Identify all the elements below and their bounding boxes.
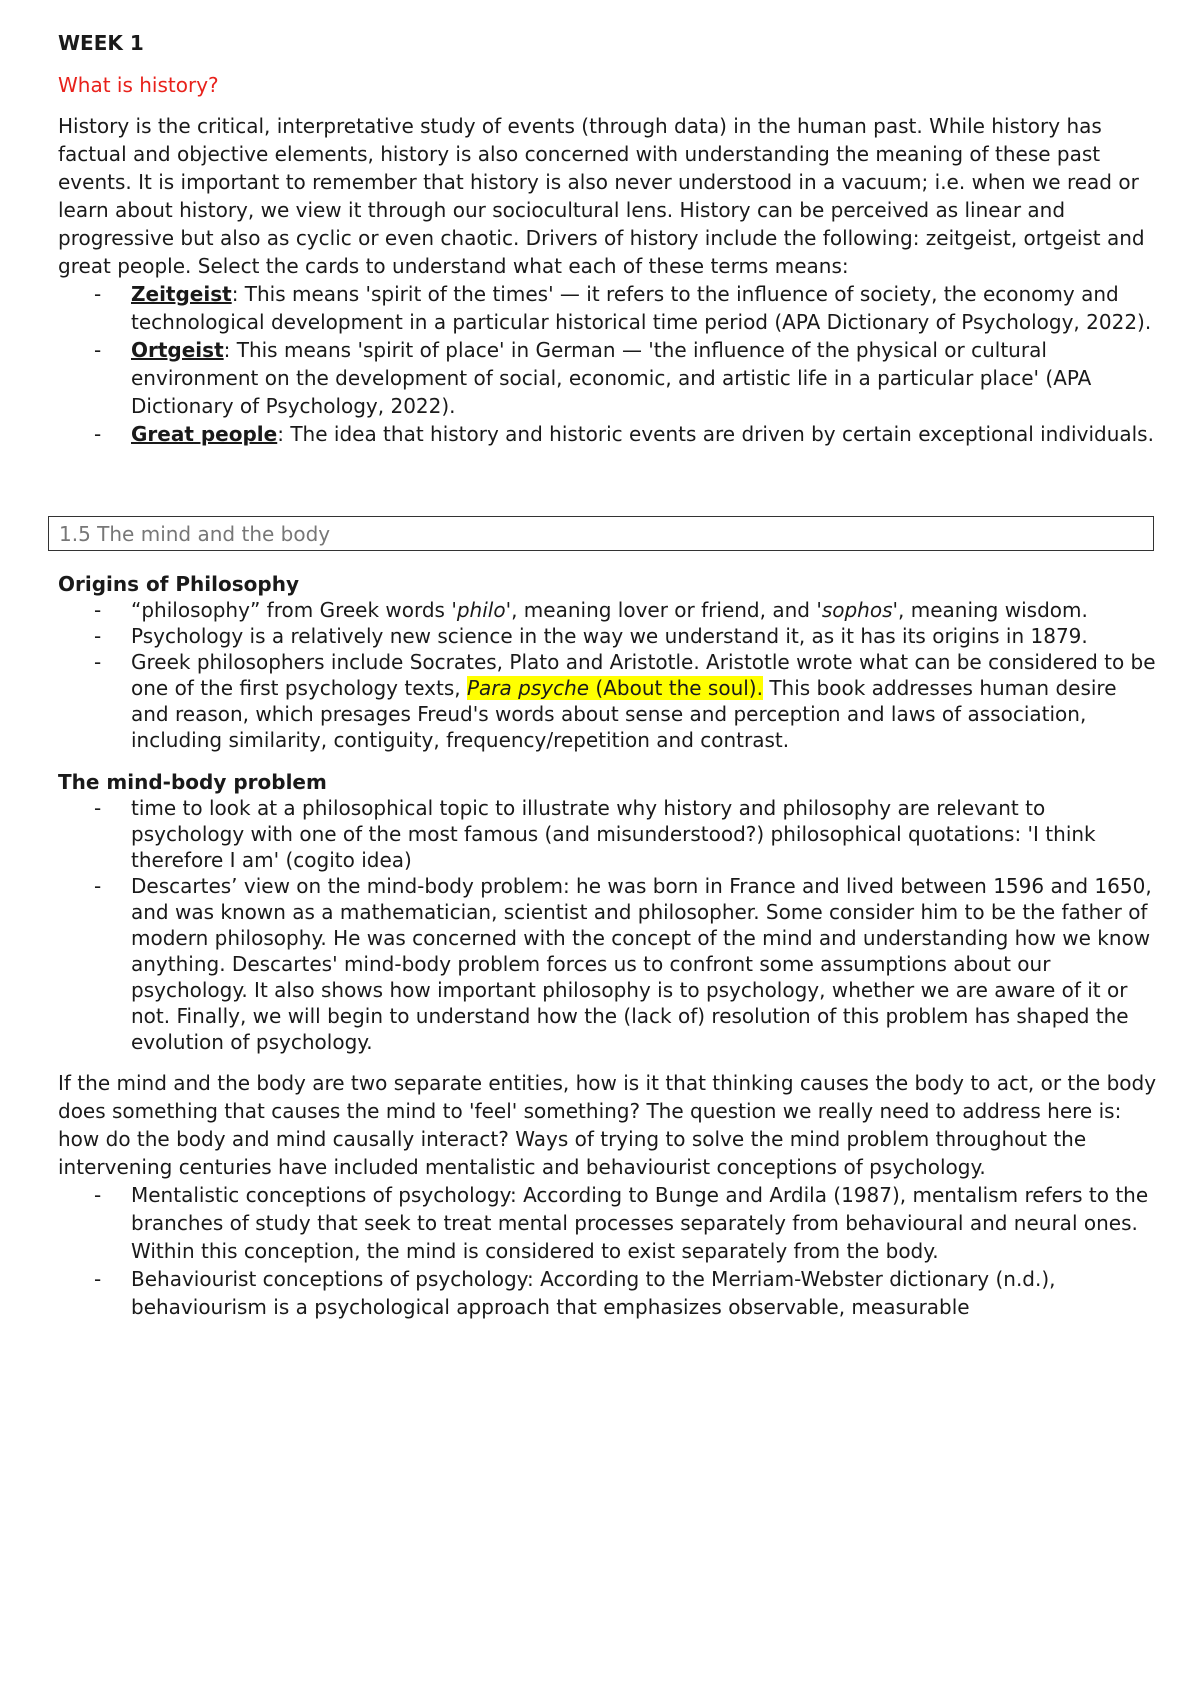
dash-bullet: - [94,796,102,820]
list-item [58,623,1158,649]
title-rest: (About the soul). [589,676,763,700]
list-item [58,649,1158,753]
term-definition: : The idea that history and historic events are driven by certain exceptional individuals. [277,422,1154,446]
text-run: Descartes’ view on the mind-body problem: he was born in France and lived between 1596 and 1650, and was known as a mathematician, scientist and philosopher. Some consider him to be the father of modern philosophy. He was concerned with the concept of the mind and understanding how we know anything. Descartes' mind-body problem forces us to confront some assumptions about our psychology. It also shows how important philosophy is to psychology, whether we are aware of it or not. Finally, we will begin to understand how the (lack of) resolution of this problem has shaped the evolution of psychology. [131,874,1152,1054]
list-item [58,1265,1158,1321]
term-label: Zeitgeist [131,282,232,306]
dash-bullet: - [94,1267,102,1291]
dash-bullet: - [94,422,102,446]
text-run: ', meaning wisdom. [892,598,1088,622]
conceptions-list [58,1181,1158,1321]
term-label: Ortgeist [131,338,224,362]
intro-paragraph: History is the critical, interpretative study of events (through data) in the human past. While history has factual and objective elements, history is also concerned with understanding the meaning of these past events. It is important to remember that history is also never understood in a vacuum; i.e. when we read or learn about history, we view it through our sociocultural lens. History can be perceived as linear and progressive but also as cyclic or even chaotic. Drivers of history include the following: zeitgeist, ortgeist and great people. Select the cards to understand what each of these terms means: [58,114,1145,278]
dash-bullet: - [94,624,102,648]
dash-bullet: - [94,650,102,674]
highlighted-title [467,676,763,700]
dash-bullet: - [94,282,102,306]
italic-word: sophos [821,598,893,622]
list-item [58,597,1158,623]
term-definition: : This means 'spirit of place' in German — 'the influence of the physical or cultural environment on the development of social, economic, and artistic life in a particular place' (APA Dictionary of Psychology, 2022). [131,338,1092,418]
section-title-box: 1.5 The mind and the body [48,516,1154,551]
dash-bullet: - [94,338,102,362]
list-item [58,795,1158,873]
dash-bullet: - [94,874,102,898]
text-run: This book addresses human desire and reason, which presages Freud's words about sense and perception and laws of association, including similarity, contiguity, frequency/repetition and contrast. [131,676,1117,752]
origins-list [58,597,1158,753]
italic-word: philo [456,598,506,622]
terms-list [58,280,1158,448]
question-paragraph: If the mind and the body are two separate entities, how is it that thinking causes the body to act, or the body does something that causes the mind to 'feel' something? The question we really need to address here is: how do the body and mind causally interact? Ways of trying to solve the mind problem throughout the intervening centuries have included mentalistic and behaviourist conceptions of psychology. [58,1071,1157,1179]
list-item [58,1181,1158,1265]
text-run: Mentalistic conceptions of psychology: According to Bunge and Ardila (1987), mentalism refers to the branches of study that seek to treat mental processes separately from behavioural and neural ones. Within this conception, the mind is considered to exist separately from the body. [131,1183,1149,1263]
document-page [58,30,1158,1321]
italic-title: Para psyche [466,676,590,700]
term-definition: : This means 'spirit of the times' — it refers to the influence of society, the economy and technological development in a particular historical time period (APA Dictionary of Psychology, 2022). [131,282,1152,334]
history-heading: What is history? [58,73,219,97]
term-label: Great people [131,422,278,446]
text-run: Behaviourist conceptions of psychology: According to the Merriam-Webster dictionary (n.d.), behaviourism is a psychological approach that emphasizes observable, measurable [131,1267,1056,1319]
text-run: “philosophy” from Greek words ' [131,598,457,622]
mindbody-heading: The mind-body problem [58,770,327,794]
week-title: WEEK 1 [58,31,144,55]
origins-heading: Origins of Philosophy [58,572,299,596]
text-run: ', meaning lover or friend, and ' [505,598,822,622]
text-run: time to look at a philosophical topic to illustrate why history and philosophy are relevant to psychology with one of the most famous (and misunderstood?) philosophical quotations: 'I think therefore I am' (cogito idea) [131,796,1096,872]
dash-bullet: - [94,1183,102,1207]
list-item [58,873,1158,1055]
list-item [58,280,1158,336]
mindbody-list [58,795,1158,1055]
list-item [58,336,1158,420]
text-run: Greek philosophers include Socrates, Plato and Aristotle. Aristotle wrote what can be considered to be one of the first psychology texts, [131,650,1156,700]
text-run: Psychology is a relatively new science in the way we understand it, as it has its origins in 1879. [131,624,1088,648]
dash-bullet: - [94,598,102,622]
list-item [58,420,1158,448]
